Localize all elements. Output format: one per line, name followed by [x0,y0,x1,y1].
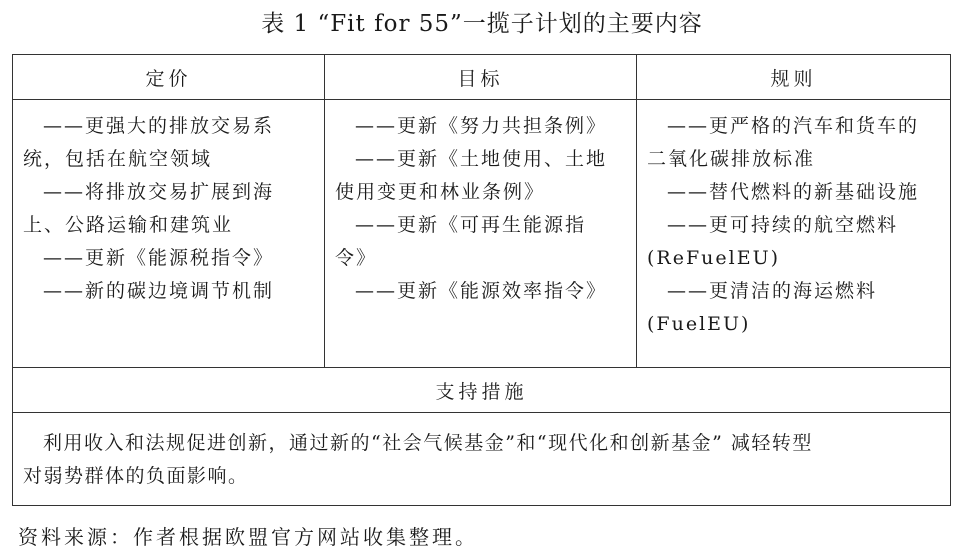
pricing-line: ——新的碳边境调节机制 [43,280,275,302]
target-line: ——更新《可再生能源指 [355,214,587,236]
support-header-row [13,368,951,413]
pricing-line: 统，包括在航空领域 [23,148,213,170]
target-line: 令》 [335,247,378,269]
targets-cell [325,100,637,368]
support-line: 利用收入和法规促进创新，通过新的“社会气候基金”和“现代化和创新基金” 减轻转型 [43,432,813,454]
rules-line: (FuelEU) [647,313,751,335]
rules-line: ——更清洁的海运燃料 [667,280,878,302]
rules-cell [637,100,951,368]
column-header-targets: 目标 [325,55,637,100]
column-header-pricing: 定价 [13,55,325,100]
support-header: 支持措施 [13,368,951,413]
support-line: 对弱势群体的负面影响。 [23,465,249,487]
content-table [12,54,951,506]
support-cell [13,413,951,506]
rules-line: ——更严格的汽车和货车的 [667,115,920,137]
pricing-line: 上、公路运输和建筑业 [23,214,234,236]
rules-line: ——替代燃料的新基础设施 [667,181,920,203]
pricing-cell [13,100,325,368]
pricing-line: ——将排放交易扩展到海 [43,181,275,203]
pricing-line: ——更强大的排放交易系 [43,115,275,137]
table-title: 表 1 “Fit for 55”一揽子计划的主要内容 [261,11,703,37]
rules-line: 二氧化碳排放标准 [647,148,816,170]
target-line: 使用变更和林业条例》 [335,181,546,203]
header-row [13,55,951,100]
support-body-row [13,413,951,506]
target-line: ——更新《土地使用、土地 [355,148,608,170]
pricing-line: ——更新《能源税指令》 [43,247,275,269]
rules-line: (ReFuelEU) [647,247,780,269]
column-header-rules: 规则 [637,55,951,100]
content-row [13,100,951,368]
source-note: 资料来源：作者根据欧盟官方网站收集整理。 [18,525,478,549]
target-line: ——更新《能源效率指令》 [355,280,608,302]
target-line: ——更新《努力共担条例》 [355,115,608,137]
rules-line: ——更可持续的航空燃料 [667,214,899,236]
